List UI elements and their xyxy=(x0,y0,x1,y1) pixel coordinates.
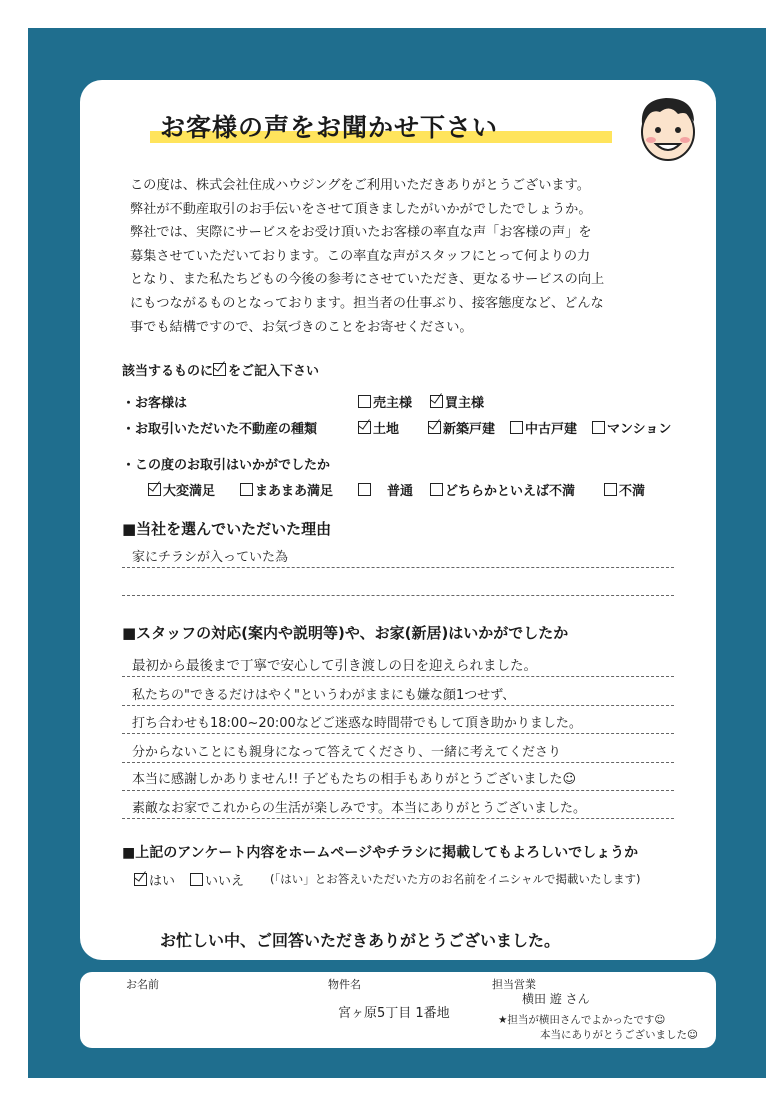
option-used-house[interactable]: 中古戸建 xyxy=(510,418,577,437)
answer-line xyxy=(122,595,674,596)
checkbox-icon xyxy=(190,873,203,886)
checkbox-checked-icon xyxy=(428,421,441,434)
option-somewhat-dissatisfied[interactable]: どちらかといえば不満 xyxy=(430,480,575,499)
reason-answer: 家にチラシが入っていた為 xyxy=(132,550,289,565)
question-customer-type: ・お客様は xyxy=(122,396,188,411)
answer-line xyxy=(122,790,674,791)
answer-line xyxy=(122,567,674,568)
staff-value: 横田 遊 さん xyxy=(522,992,590,1006)
publish-note: (「はい」とお答えいただいた方のお名前をイニシャルで掲載いたします) xyxy=(270,872,641,886)
checkbox-icon xyxy=(510,421,523,434)
checkbox-icon xyxy=(430,483,443,496)
checkbox-icon xyxy=(358,395,371,408)
staff-answer-line: 本当に感謝しかありません!! 子どもたちの相手もありがとうございました☺ xyxy=(132,772,577,787)
question-property-type: ・お取引いただいた不動産の種類 xyxy=(122,422,318,437)
property-value: 宮ヶ原5丁目 1番地 xyxy=(338,1006,450,1021)
checkbox-checked-icon xyxy=(358,421,371,434)
answer-line xyxy=(122,705,674,706)
answer-line xyxy=(122,676,674,677)
staff-note: ★担当が横田さんでよかったです☺ xyxy=(498,1014,666,1026)
checkmark-icon xyxy=(213,363,226,376)
option-somewhat-satisfied[interactable]: まあまあ満足 xyxy=(240,480,333,499)
staff-answer-line: 私たちの"できるだけはやく"というわがままにも嫌な顔1つせず、 xyxy=(132,688,516,703)
checkbox-icon xyxy=(604,483,617,496)
option-seller[interactable]: 売主様 xyxy=(358,392,412,411)
option-buyer[interactable]: 買主様 xyxy=(430,392,484,411)
checkbox-checked-icon xyxy=(134,873,147,886)
option-new-house[interactable]: 新築戸建 xyxy=(428,418,495,437)
option-mansion[interactable]: マンション xyxy=(592,418,671,437)
thanks-message: お忙しい中、ご回答いただきありがとうございました。 xyxy=(160,931,561,950)
question-satisfaction: ・この度のお取引はいかがでしたか xyxy=(122,458,331,473)
check-instruction: 該当するものに をご記入下さい xyxy=(122,364,320,379)
name-label: お名前 xyxy=(126,978,159,991)
option-neutral[interactable]: 普通 xyxy=(358,480,413,499)
intro-text: この度は、株式会社住成ハウジングをご利用いただきありがとうございます。 弊社が不動産取引のお手伝いをさせて頂きましたがいかがでしたでしょうか。 弊社では、実際にサービスをお受け頂いたお客様の率直な声「お客様の声」を 募集させていただいております。この率直な声がスタッフにとって何よりの力 となり、また私たちどもの今後の参考にさせていただき、更なるサービスの向上 にもつながるものとなっております。担当者の仕事ぶり、接客態度など、どんな 事でも結構ですので、お気づきのことをお寄せください。 xyxy=(130,178,605,335)
staff-answer-line: 分からないことにも親身になって答えてくださり、一緒に考えてくださり xyxy=(132,745,562,760)
page-title: お客様の声をお聞かせ下さい xyxy=(160,113,499,142)
option-dissatisfied[interactable]: 不満 xyxy=(604,480,645,499)
staff-answer-line: 打ち合わせも18:00~20:00などご迷惑な時間帯でもして頂き助かりました。 xyxy=(132,716,582,731)
publish-heading: ■上記のアンケート内容をホームページやチラシに掲載してもよろしいでしょうか xyxy=(122,845,639,861)
answer-line xyxy=(122,733,674,734)
mascot-face-icon xyxy=(632,92,704,164)
checkbox-checked-icon xyxy=(148,483,161,496)
answer-line xyxy=(122,762,674,763)
property-label: 物件名 xyxy=(328,978,361,991)
staff-label: 担当営業 xyxy=(492,978,536,991)
staff-heading: ■スタッフの対応(案内や説明等)や、お家(新居)はいかがでしたか xyxy=(122,624,569,642)
checkbox-checked-icon xyxy=(430,395,443,408)
checkbox-icon xyxy=(240,483,253,496)
checkbox-icon xyxy=(592,421,605,434)
option-very-satisfied[interactable]: 大変満足 xyxy=(148,480,215,499)
checkbox-icon xyxy=(358,483,371,496)
staff-note: 本当にありがとうございました☺ xyxy=(540,1029,698,1041)
staff-answer-line: 最初から最後まで丁寧で安心して引き渡しの日を迎えられました。 xyxy=(132,658,537,674)
reason-heading: ■当社を選んでいただいた理由 xyxy=(122,520,332,538)
staff-answer-line: 素敵なお家でこれからの生活が楽しみです。本当にありがとうございました。 xyxy=(132,801,586,816)
option-publish-yes[interactable]: はい xyxy=(134,870,175,889)
option-publish-no[interactable]: いいえ xyxy=(190,870,244,889)
option-land[interactable]: 土地 xyxy=(358,418,399,437)
answer-line xyxy=(122,818,674,819)
